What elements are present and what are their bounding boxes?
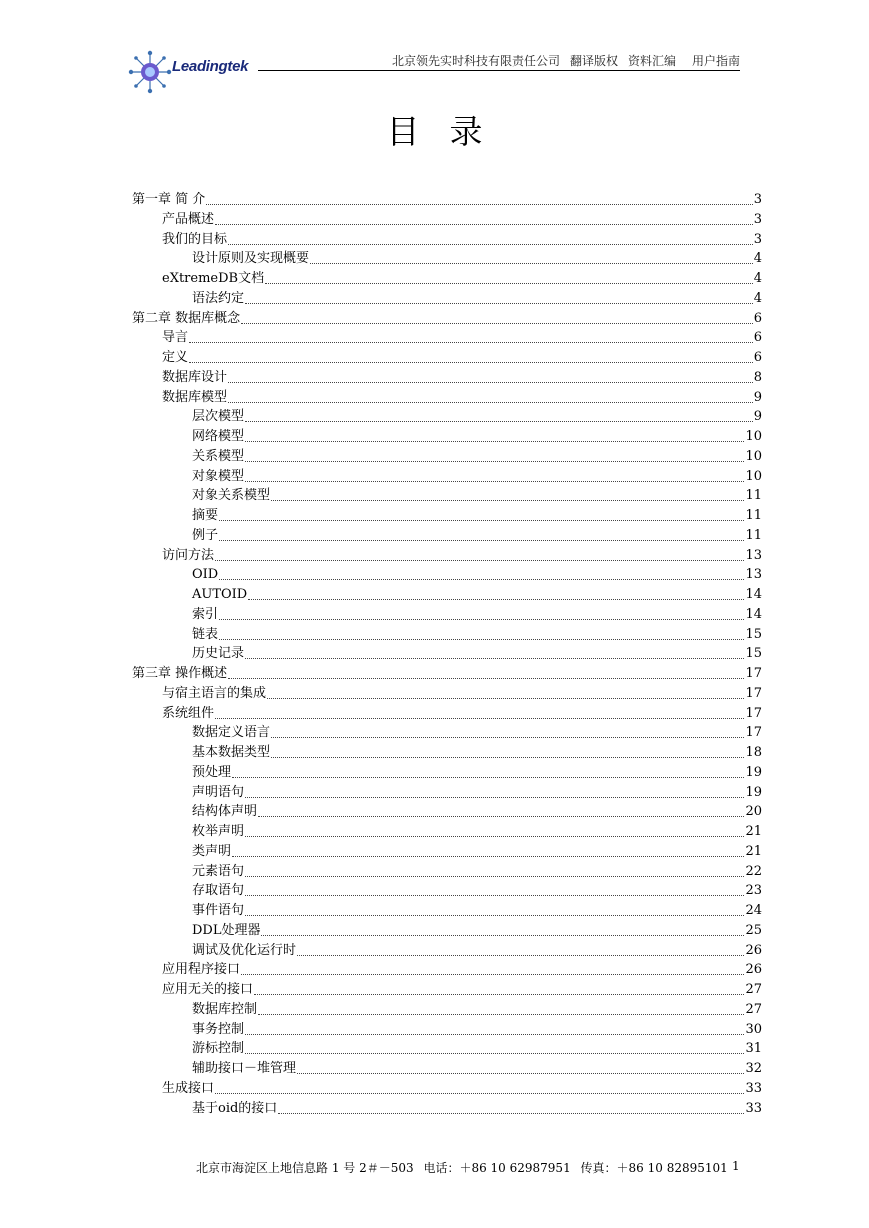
toc-entry[interactable] <box>132 802 762 822</box>
toc-entry[interactable] <box>132 921 762 941</box>
toc-entry-label: 基于oid的接口 <box>192 1100 278 1116</box>
toc-entry[interactable] <box>132 684 762 704</box>
toc-leader-dots <box>215 1079 744 1094</box>
toc-entry-page: 9 <box>753 409 762 425</box>
toc-entry-label: 事务控制 <box>192 1021 245 1037</box>
toc-entry[interactable] <box>132 723 762 743</box>
toc-leader-dots <box>261 921 744 936</box>
toc-leader-dots <box>232 763 744 778</box>
logo-icon <box>128 50 172 94</box>
toc-entry-page: 3 <box>753 211 762 227</box>
toc-entry-label: 摘要 <box>192 508 219 523</box>
toc-entry-page: 14 <box>745 606 762 622</box>
toc-entry-label: eXtremeDB文档 <box>162 271 265 286</box>
toc-leader-dots <box>278 1099 744 1114</box>
toc-leader-dots <box>258 802 744 817</box>
toc-entry-page: 14 <box>745 587 762 602</box>
toc-leader-dots <box>189 328 753 343</box>
toc-entry[interactable] <box>132 407 762 427</box>
toc-entry-page: 26 <box>745 962 762 978</box>
toc-entry-page: 27 <box>745 982 762 997</box>
toc-entry-label: 导言 <box>162 330 189 346</box>
toc-entry-label: 数据库模型 <box>162 389 228 405</box>
toc-entry[interactable] <box>132 388 762 408</box>
toc-entry-label: 与宿主语言的集成 <box>162 685 267 701</box>
footer-address: 北京市海淀区上地信息路 1 号 2＃－503 <box>196 1161 414 1175</box>
page-title: 目录 <box>386 112 513 151</box>
toc-entry-page: 13 <box>745 547 762 563</box>
toc-entry[interactable] <box>132 822 762 842</box>
toc-entry[interactable] <box>132 328 762 348</box>
toc-entry-page: 6 <box>753 350 762 365</box>
toc-leader-dots <box>267 684 744 699</box>
toc-entry[interactable] <box>132 427 762 447</box>
toc-entry-page: 19 <box>745 784 762 800</box>
toc-entry-page: 17 <box>745 725 762 741</box>
toc-leader-dots <box>254 980 744 995</box>
toc-entry[interactable] <box>132 486 762 506</box>
toc-entry-label: 事件语句 <box>192 903 245 918</box>
toc-entry-page: 6 <box>753 310 762 326</box>
toc-entry-page: 25 <box>745 922 762 938</box>
toc-entry-page: 10 <box>745 448 762 464</box>
toc-entry-page: 17 <box>745 705 762 721</box>
toc-leader-dots <box>228 664 744 679</box>
toc-leader-dots <box>245 822 744 837</box>
toc-entry-label: 游标控制 <box>192 1041 245 1057</box>
toc-entry-page: 8 <box>753 369 762 385</box>
toc-entry[interactable] <box>132 743 762 763</box>
toc-leader-dots <box>248 585 744 600</box>
toc-entry[interactable] <box>132 585 762 605</box>
toc-entry-label: 预处理 <box>192 764 232 780</box>
toc-entry-label: 索引 <box>192 606 219 622</box>
toc-entry[interactable] <box>132 644 762 664</box>
toc-leader-dots <box>271 486 744 501</box>
toc-entry-page: 23 <box>745 883 762 899</box>
toc-entry[interactable] <box>132 881 762 901</box>
toc-leader-dots <box>219 526 744 541</box>
page-header <box>128 44 740 94</box>
toc-entry-page: 31 <box>745 1041 762 1057</box>
toc-leader-dots <box>228 368 753 383</box>
toc-entry-label: 基本数据类型 <box>192 745 271 760</box>
toc-entry-page: 11 <box>745 508 762 523</box>
header-text <box>382 52 740 69</box>
toc-entry[interactable] <box>132 704 762 724</box>
toc-leader-dots <box>245 427 744 442</box>
toc-entry[interactable] <box>132 565 762 585</box>
toc-leader-dots <box>245 901 744 916</box>
toc-entry-label: 存取语句 <box>192 883 245 899</box>
footer-phone: 电话：＋86 10 62987951 <box>423 1161 571 1175</box>
toc-entry[interactable] <box>132 309 762 329</box>
toc-leader-dots <box>232 842 744 857</box>
toc-entry-page: 19 <box>745 764 762 780</box>
toc-leader-dots <box>245 1039 744 1054</box>
toc-entry-page: 24 <box>745 903 762 918</box>
toc-entry[interactable] <box>132 625 762 645</box>
toc-entry[interactable] <box>132 526 762 546</box>
toc-entry-label: 数据库控制 <box>192 1001 258 1017</box>
toc-leader-dots <box>265 269 753 284</box>
toc-entry-label: 定义 <box>162 350 189 365</box>
toc-entry-label: DDL处理器 <box>192 922 261 938</box>
toc-entry-label: 应用无关的接口 <box>162 982 254 997</box>
page-footer <box>196 1159 734 1176</box>
toc-entry[interactable] <box>132 368 762 388</box>
toc-leader-dots <box>219 605 744 620</box>
toc-entry[interactable] <box>132 1079 762 1099</box>
toc-leader-dots <box>245 881 744 896</box>
toc-entry[interactable] <box>132 190 762 210</box>
toc-entry[interactable] <box>132 348 762 368</box>
toc-entry-page: 3 <box>753 192 762 207</box>
toc-leader-dots <box>241 960 744 975</box>
toc-entry-label: 访问方法 <box>162 547 215 563</box>
toc-leader-dots <box>310 249 753 264</box>
toc-entry-page: 26 <box>745 942 762 958</box>
toc-entry-label: 辅助接口－堆管理 <box>192 1061 297 1076</box>
toc-entry[interactable] <box>132 980 762 1000</box>
toc-leader-dots <box>245 447 744 462</box>
toc-entry-page: 21 <box>745 824 762 839</box>
toc-entry[interactable] <box>132 664 762 684</box>
toc-entry-label: 数据定义语言 <box>192 725 271 741</box>
toc-entry-page: 22 <box>745 863 762 879</box>
toc-entry[interactable] <box>132 1020 762 1040</box>
toc-leader-dots <box>215 210 753 225</box>
company-name: 北京领先实时科技有限责任公司 <box>391 54 560 68</box>
toc-entry-label: 声明语句 <box>192 784 245 800</box>
toc-entry[interactable] <box>132 960 762 980</box>
toc-leader-dots <box>228 230 753 245</box>
table-of-contents <box>132 190 762 1118</box>
toc-entry[interactable] <box>132 546 762 566</box>
toc-entry-page: 15 <box>745 646 762 662</box>
toc-entry-page: 3 <box>753 231 762 247</box>
toc-leader-dots <box>215 546 744 561</box>
toc-entry[interactable] <box>132 1099 762 1119</box>
toc-leader-dots <box>245 407 753 422</box>
toc-leader-dots <box>215 704 744 719</box>
toc-entry-label: 生成接口 <box>162 1080 215 1096</box>
toc-entry[interactable] <box>132 230 762 250</box>
toc-entry[interactable] <box>132 901 762 921</box>
toc-entry-page: 33 <box>745 1100 762 1116</box>
toc-entry[interactable] <box>132 210 762 230</box>
toc-leader-dots <box>258 1000 744 1015</box>
toc-entry-page: 32 <box>745 1061 762 1076</box>
toc-leader-dots <box>245 1020 744 1035</box>
toc-entry-label: OID <box>192 567 219 583</box>
toc-entry-label: 例子 <box>192 527 219 543</box>
toc-entry-page: 20 <box>745 804 762 820</box>
toc-entry-label: 语法约定 <box>192 290 245 306</box>
doc-type: 用户指南 <box>691 54 740 68</box>
toc-leader-dots <box>245 644 744 659</box>
toc-entry-label: 我们的目标 <box>162 231 228 247</box>
header-rule <box>258 70 740 71</box>
toc-entry[interactable] <box>132 763 762 783</box>
toc-entry[interactable] <box>132 1000 762 1020</box>
page-number: 1 <box>732 1159 740 1173</box>
toc-entry[interactable] <box>132 289 762 309</box>
toc-entry-page: 21 <box>745 843 762 859</box>
toc-entry-label: 第一章 简 介 <box>132 192 206 207</box>
toc-entry-page: 18 <box>745 745 762 760</box>
toc-entry-label: 调试及优化运行时 <box>192 942 297 958</box>
toc-leader-dots <box>271 723 744 738</box>
toc-entry-label: 数据库设计 <box>162 369 228 385</box>
toc-entry-label: 第三章 操作概述 <box>132 666 228 681</box>
toc-entry-page: 17 <box>745 685 762 701</box>
toc-entry-label: 层次模型 <box>192 409 245 425</box>
toc-leader-dots <box>245 862 744 877</box>
toc-entry-label: 枚举声明 <box>192 824 245 839</box>
toc-entry-label: 第二章 数据库概念 <box>132 310 241 326</box>
toc-leader-dots <box>297 941 744 956</box>
toc-entry-label: 网络模型 <box>192 429 245 444</box>
toc-entry[interactable] <box>132 941 762 961</box>
toc-entry[interactable] <box>132 1059 762 1079</box>
toc-entry[interactable] <box>132 467 762 487</box>
toc-leader-dots <box>219 506 744 521</box>
toc-entry-label: 应用程序接口 <box>162 962 241 978</box>
toc-entry-page: 27 <box>745 1001 762 1017</box>
toc-entry-label: 产品概述 <box>162 211 215 227</box>
compiled-text: 资料汇编 <box>627 54 676 68</box>
toc-leader-dots <box>228 388 753 403</box>
toc-entry-page: 33 <box>745 1080 762 1096</box>
toc-entry-label: 对象关系模型 <box>192 488 271 504</box>
toc-leader-dots <box>241 309 753 324</box>
toc-entry-label: 历史记录 <box>192 646 245 662</box>
toc-entry[interactable] <box>132 862 762 882</box>
toc-entry-label: 结构体声明 <box>192 804 258 820</box>
toc-entry[interactable] <box>132 506 762 526</box>
toc-entry-label: 对象模型 <box>192 468 245 484</box>
toc-leader-dots <box>189 348 753 363</box>
logo-text: Leadingtek <box>172 58 249 75</box>
toc-entry[interactable] <box>132 605 762 625</box>
toc-leader-dots <box>271 743 744 758</box>
footer-fax: 传真：＋86 10 82895101 <box>580 1161 728 1175</box>
toc-leader-dots <box>245 783 744 798</box>
toc-entry-label: 链表 <box>192 626 219 642</box>
toc-entry-page: 11 <box>745 527 762 543</box>
toc-entry-label: 关系模型 <box>192 448 245 464</box>
toc-entry-label: 系统组件 <box>162 705 215 721</box>
toc-entry-page: 15 <box>745 626 762 642</box>
toc-leader-dots <box>245 289 753 304</box>
toc-leader-dots <box>245 467 744 482</box>
toc-entry[interactable] <box>132 1039 762 1059</box>
toc-entry-page: 4 <box>753 290 762 306</box>
toc-entry-page: 17 <box>745 666 762 681</box>
toc-entry-page: 6 <box>753 330 762 346</box>
toc-entry-page: 4 <box>753 271 762 286</box>
toc-entry[interactable] <box>132 249 762 269</box>
toc-leader-dots <box>219 565 744 580</box>
toc-entry[interactable] <box>132 447 762 467</box>
toc-leader-dots <box>297 1059 744 1074</box>
toc-entry[interactable] <box>132 842 762 862</box>
toc-entry-page: 4 <box>753 251 762 267</box>
toc-entry-page: 10 <box>745 429 762 444</box>
toc-entry[interactable] <box>132 269 762 289</box>
rights-text: 翻译版权 <box>569 54 618 68</box>
toc-entry-label: 元素语句 <box>192 863 245 879</box>
toc-entry-page: 9 <box>753 389 762 405</box>
toc-leader-dots <box>219 625 744 640</box>
toc-entry[interactable] <box>132 783 762 803</box>
toc-leader-dots <box>206 190 752 205</box>
toc-entry-label: 设计原则及实现概要 <box>192 251 310 267</box>
toc-entry-label: 类声明 <box>192 843 232 859</box>
toc-entry-page: 11 <box>745 488 762 504</box>
toc-entry-label: AUTOID <box>192 587 248 602</box>
toc-entry-page: 30 <box>745 1021 762 1037</box>
toc-entry-page: 10 <box>745 468 762 484</box>
toc-entry-page: 13 <box>745 567 762 583</box>
